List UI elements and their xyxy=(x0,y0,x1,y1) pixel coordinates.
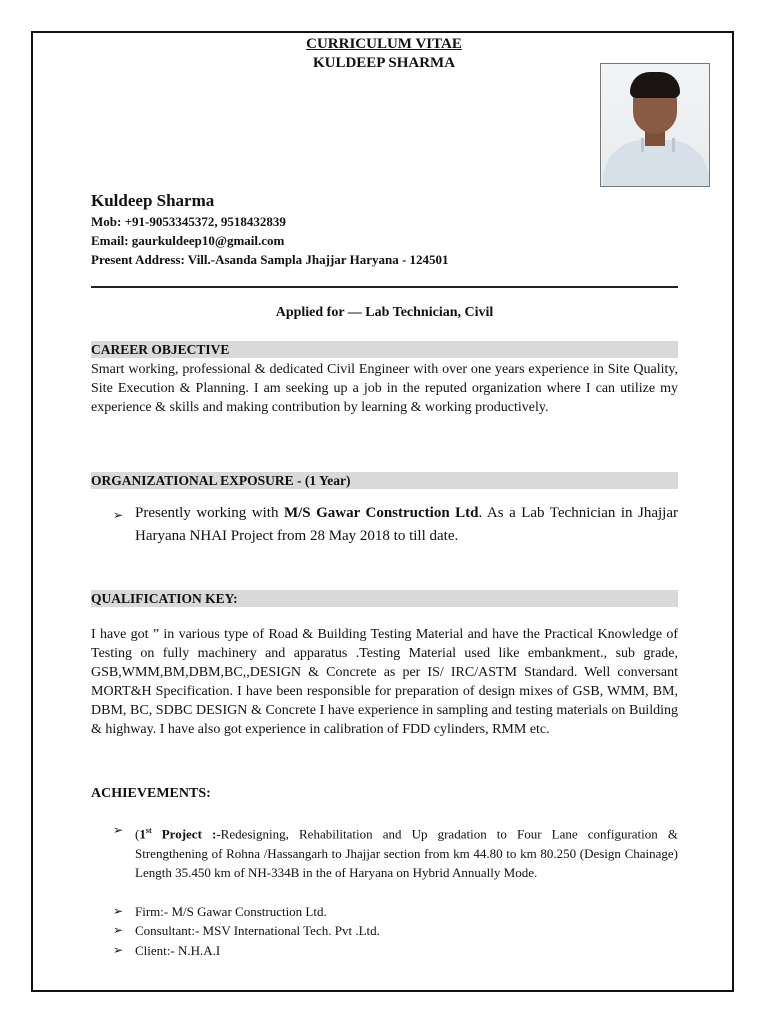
qualification-heading: QUALIFICATION KEY: xyxy=(91,590,678,607)
exposure-item xyxy=(113,502,678,548)
photo-hair xyxy=(630,72,680,98)
career-objective-text: Smart working, professional & dedicated Civil Engineer with over one years experience in Site Quality, Site Execution & Planning. I am seeking up a job in the reputed organization where I can utilize my experience & skills and making contribution by learning & working productively. xyxy=(91,362,678,415)
organizational-exposure-heading: ORGANIZATIONAL EXPOSURE - (1 Year) xyxy=(91,472,678,489)
project-label: Project : xyxy=(151,826,217,842)
project-number: 1 xyxy=(139,826,146,842)
firm-item xyxy=(113,902,678,922)
project-description: -Redesigning, Rehabilitation and Up gradation to Four Lane configuration & Strengthening of Rohna /Hassangarh to Jhajjar section from km 44.80 to km 80.250 (Design Chainage) Length 35.450 km of NH-334B in the of Haryana on Hybrid Annually Mode. xyxy=(135,826,678,881)
contact-block xyxy=(91,190,449,269)
company-name: M/S Gawar Construction Ltd xyxy=(283,505,479,521)
client-text: Client:- N.H.A.I xyxy=(135,942,221,958)
bullet-arrow-icon: ➢ xyxy=(113,942,124,957)
candidate-name: Kuldeep Sharma xyxy=(91,191,215,210)
divider-line xyxy=(91,286,678,288)
exposure-suffix: . As a Lab Technician in Jhajjar Haryana NHAI Project from 28 May 2018 to till date. xyxy=(135,505,678,544)
mobile-number: Mob: +91-9053345372, 9518432839 xyxy=(91,214,286,229)
qualification-text: I have got ” in various type of Road & Building Testing Material and have the Practical Knowledge of Testing on fully machinery and apparatus .Testing Material used like embankment., sub grade, GSB,WMM,BM,DBM,BC,,DESIGN & Concrete as per IS/ IRC/ASTM Standard. Well conversant MORT&H Specification. I have been responsible for preparation of design mixes of GSB, WMM, BM, DBM, BC, SDBC DESIGN & Concrete I have experience in sampling and testing materials on Building & highway. I have also got experience in calibration of FDD cylinders, RMM etc. xyxy=(91,627,678,737)
career-objective-heading: CAREER OBJECTIVE xyxy=(91,341,678,358)
applied-for: Applied for — Lab Technician, Civil xyxy=(275,305,494,320)
project-open: ( xyxy=(135,826,140,842)
present-address: Present Address: Vill.-Asanda Sampla Jhajjar Haryana - 124501 xyxy=(91,252,449,267)
profile-photo xyxy=(600,63,710,187)
spacer xyxy=(113,883,678,902)
achievements-heading: ACHIEVEMENTS: xyxy=(91,786,211,801)
bullet-arrow-icon: ➢ xyxy=(113,823,124,837)
consultant-item xyxy=(113,921,678,941)
document-title: CURRICULUM VITAE xyxy=(306,36,462,52)
document-subtitle: KULDEEP SHARMA xyxy=(312,55,456,71)
project-item xyxy=(113,821,678,883)
bullet-arrow-icon: ➢ xyxy=(113,903,124,918)
consultant-text: Consultant:- MSV International Tech. Pvt .Ltd. xyxy=(135,923,380,939)
exposure-list xyxy=(113,502,678,548)
achievements-list xyxy=(113,821,678,960)
firm-text: Firm:- M/S Gawar Construction Ltd. xyxy=(135,903,327,919)
project-ordinal: st xyxy=(145,826,152,835)
client-item xyxy=(113,941,678,961)
exposure-prefix: Presently working with xyxy=(135,505,284,521)
email-address: Email: gaurkuldeep10@gmail.com xyxy=(91,233,285,248)
bullet-arrow-icon: ➢ xyxy=(113,923,124,938)
bullet-arrow-icon: ➢ xyxy=(113,508,124,522)
